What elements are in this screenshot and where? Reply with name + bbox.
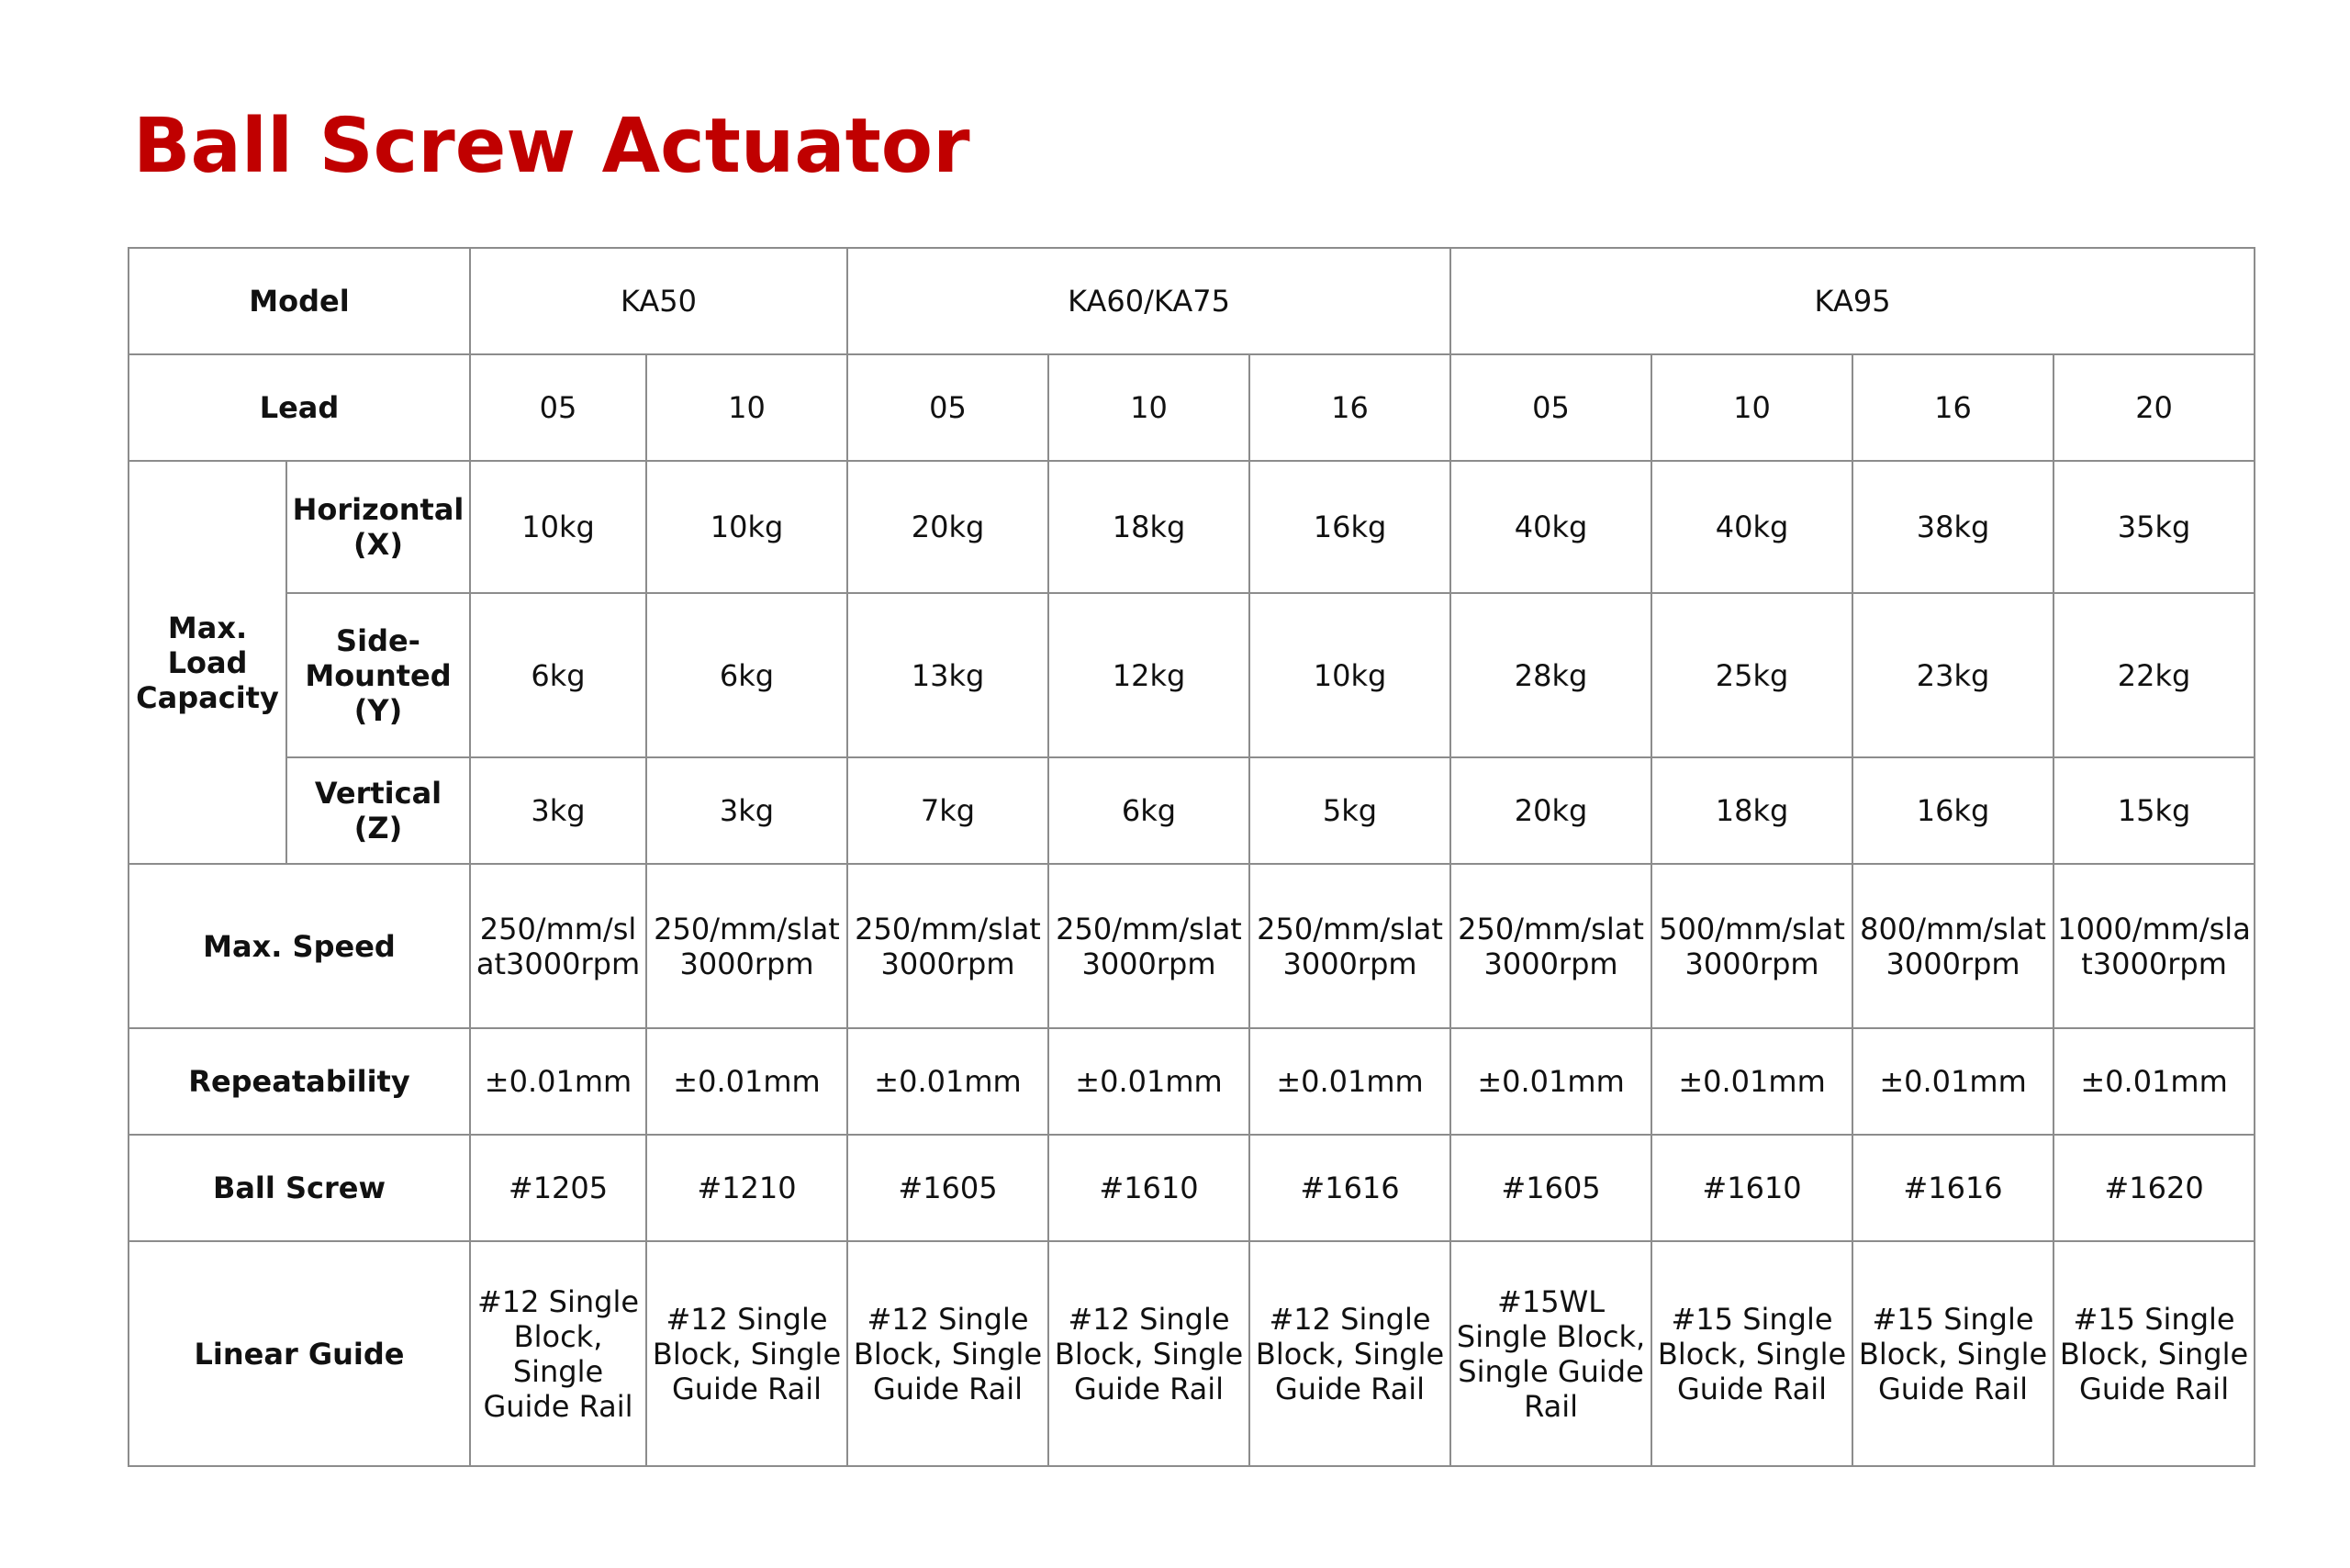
- row-vertical: [129, 757, 2255, 864]
- side-mounted-cell: 22kg: [2053, 593, 2255, 757]
- ball-screw-cell: #1605: [1450, 1135, 1651, 1241]
- ball-screw-cell: #1616: [1249, 1135, 1450, 1241]
- header-max-speed: Max. Speed: [129, 864, 470, 1028]
- side-mounted-cell: 6kg: [646, 593, 847, 757]
- side-mounted-cell: 23kg: [1852, 593, 2053, 757]
- linear-guide-cell: #12 Single Block, Single Guide Rail: [646, 1241, 847, 1466]
- horizontal-cell: 18kg: [1048, 461, 1249, 593]
- linear-guide-cell: #15 Single Block, Single Guide Rail: [2053, 1241, 2255, 1466]
- header-lead: Lead: [129, 354, 470, 461]
- row-max-speed: [129, 864, 2255, 1028]
- lead-cell: 05: [1450, 354, 1651, 461]
- model-cell: KA95: [1450, 248, 2255, 354]
- horizontal-cell: 38kg: [1852, 461, 2053, 593]
- horizontal-cell: 16kg: [1249, 461, 1450, 593]
- row-model: [129, 248, 2255, 354]
- horizontal-cell: 10kg: [646, 461, 847, 593]
- row-repeatability: [129, 1028, 2255, 1135]
- header-vertical: Vertical (Z): [286, 757, 470, 864]
- model-cell: KA50: [470, 248, 847, 354]
- row-side-mounted: [129, 593, 2255, 757]
- side-mounted-cell: 28kg: [1450, 593, 1651, 757]
- vertical-cell: 5kg: [1249, 757, 1450, 864]
- vertical-cell: 3kg: [470, 757, 646, 864]
- header-repeatability: Repeatability: [129, 1028, 470, 1135]
- linear-guide-cell: #12 Single Block, Single Guide Rail: [470, 1241, 646, 1466]
- linear-guide-cell: #12 Single Block, Single Guide Rail: [847, 1241, 1048, 1466]
- horizontal-cell: 10kg: [470, 461, 646, 593]
- ball-screw-cell: #1210: [646, 1135, 847, 1241]
- row-lead: [129, 354, 2255, 461]
- lead-cell: 05: [470, 354, 646, 461]
- ball-screw-cell: #1610: [1048, 1135, 1249, 1241]
- vertical-cell: 3kg: [646, 757, 847, 864]
- repeatability-cell: ±0.01mm: [1249, 1028, 1450, 1135]
- vertical-cell: 7kg: [847, 757, 1048, 864]
- side-mounted-cell: 25kg: [1651, 593, 1852, 757]
- max-speed-cell: 250/mm/slat 3000rpm: [1249, 864, 1450, 1028]
- max-speed-cell: 250/mm/slat 3000rpm: [1450, 864, 1651, 1028]
- linear-guide-cell: #15WL Single Block, Single Guide Rail: [1450, 1241, 1651, 1466]
- header-linear-guide: Linear Guide: [129, 1241, 470, 1466]
- page-title: Ball Screw Actuator: [133, 103, 970, 190]
- side-mounted-cell: 12kg: [1048, 593, 1249, 757]
- linear-guide-cell: #12 Single Block, Single Guide Rail: [1249, 1241, 1450, 1466]
- ball-screw-cell: #1620: [2053, 1135, 2255, 1241]
- repeatability-cell: ±0.01mm: [646, 1028, 847, 1135]
- side-mounted-cell: 13kg: [847, 593, 1048, 757]
- row-linear-guide: [129, 1241, 2255, 1466]
- row-ball-screw: [129, 1135, 2255, 1241]
- vertical-cell: 18kg: [1651, 757, 1852, 864]
- linear-guide-cell: #15 Single Block, Single Guide Rail: [1651, 1241, 1852, 1466]
- horizontal-cell: 20kg: [847, 461, 1048, 593]
- max-speed-cell: 500/mm/slat 3000rpm: [1651, 864, 1852, 1028]
- repeatability-cell: ±0.01mm: [1048, 1028, 1249, 1135]
- repeatability-cell: ±0.01mm: [1651, 1028, 1852, 1135]
- header-horizontal: Horizontal (X): [286, 461, 470, 593]
- side-mounted-cell: 10kg: [1249, 593, 1450, 757]
- spec-table: [128, 247, 2255, 1467]
- ball-screw-cell: #1610: [1651, 1135, 1852, 1241]
- lead-cell: 05: [847, 354, 1048, 461]
- repeatability-cell: ±0.01mm: [470, 1028, 646, 1135]
- lead-cell: 20: [2053, 354, 2255, 461]
- horizontal-cell: 40kg: [1450, 461, 1651, 593]
- ball-screw-cell: #1205: [470, 1135, 646, 1241]
- linear-guide-cell: #15 Single Block, Single Guide Rail: [1852, 1241, 2053, 1466]
- header-side-mounted: Side-Mounted (Y): [286, 593, 470, 757]
- vertical-cell: 16kg: [1852, 757, 2053, 864]
- vertical-cell: 15kg: [2053, 757, 2255, 864]
- lead-cell: 10: [646, 354, 847, 461]
- side-mounted-cell: 6kg: [470, 593, 646, 757]
- repeatability-cell: ±0.01mm: [2053, 1028, 2255, 1135]
- model-cell: KA60/KA75: [847, 248, 1450, 354]
- repeatability-cell: ±0.01mm: [1450, 1028, 1651, 1135]
- max-speed-cell: 250/mm/slat 3000rpm: [1048, 864, 1249, 1028]
- ball-screw-cell: #1616: [1852, 1135, 2053, 1241]
- repeatability-cell: ±0.01mm: [1852, 1028, 2053, 1135]
- horizontal-cell: 35kg: [2053, 461, 2255, 593]
- max-speed-cell: 1000/mm/slat3000rpm: [2053, 864, 2255, 1028]
- row-horizontal: [129, 461, 2255, 593]
- vertical-cell: 6kg: [1048, 757, 1249, 864]
- lead-cell: 16: [1249, 354, 1450, 461]
- lead-cell: 10: [1651, 354, 1852, 461]
- repeatability-cell: ±0.01mm: [847, 1028, 1048, 1135]
- lead-cell: 16: [1852, 354, 2053, 461]
- max-speed-cell: 250/mm/slat3000rpm: [470, 864, 646, 1028]
- max-speed-cell: 250/mm/slat 3000rpm: [646, 864, 847, 1028]
- linear-guide-cell: #12 Single Block, Single Guide Rail: [1048, 1241, 1249, 1466]
- max-speed-cell: 800/mm/slat 3000rpm: [1852, 864, 2053, 1028]
- max-speed-cell: 250/mm/slat 3000rpm: [847, 864, 1048, 1028]
- header-max-load: Max. Load Capacity: [129, 461, 286, 864]
- ball-screw-cell: #1605: [847, 1135, 1048, 1241]
- header-ball-screw: Ball Screw: [129, 1135, 470, 1241]
- vertical-cell: 20kg: [1450, 757, 1651, 864]
- lead-cell: 10: [1048, 354, 1249, 461]
- horizontal-cell: 40kg: [1651, 461, 1852, 593]
- header-model: Model: [129, 248, 470, 354]
